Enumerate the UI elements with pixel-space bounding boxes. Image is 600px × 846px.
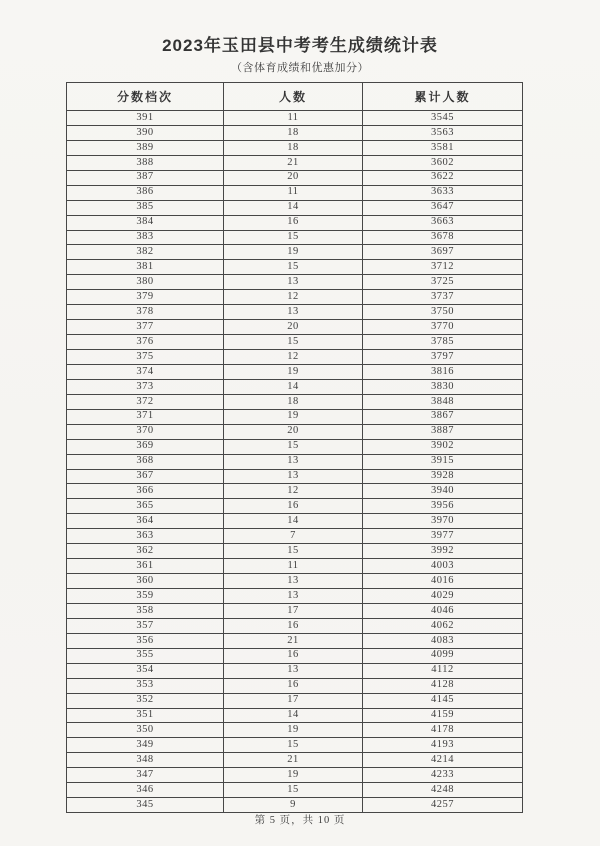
table-row bbox=[67, 753, 523, 768]
cell-count: 19 bbox=[224, 409, 363, 424]
table-row bbox=[67, 320, 523, 335]
cell-cumulative-count: 3770 bbox=[363, 320, 523, 335]
cell-count: 12 bbox=[224, 484, 363, 499]
table-row bbox=[67, 439, 523, 454]
cell-cumulative-count: 3970 bbox=[363, 514, 523, 529]
table-row bbox=[67, 499, 523, 514]
cell-score-level: 373 bbox=[67, 379, 224, 394]
table-header-row bbox=[67, 83, 523, 111]
cell-count: 21 bbox=[224, 155, 363, 170]
cell-count: 7 bbox=[224, 529, 363, 544]
table-row bbox=[67, 678, 523, 693]
cell-score-level: 345 bbox=[67, 798, 224, 813]
table-row bbox=[67, 708, 523, 723]
cell-score-level: 364 bbox=[67, 514, 224, 529]
table-row bbox=[67, 633, 523, 648]
cell-count: 13 bbox=[224, 589, 363, 604]
table-row bbox=[67, 305, 523, 320]
cell-cumulative-count: 3545 bbox=[363, 111, 523, 126]
cell-cumulative-count: 4193 bbox=[363, 738, 523, 753]
cell-count: 14 bbox=[224, 379, 363, 394]
table-row bbox=[67, 394, 523, 409]
cell-cumulative-count: 4083 bbox=[363, 633, 523, 648]
table-row bbox=[67, 111, 523, 126]
cell-cumulative-count: 3663 bbox=[363, 215, 523, 230]
cell-score-level: 362 bbox=[67, 544, 224, 559]
cell-cumulative-count: 4029 bbox=[363, 589, 523, 604]
cell-count: 19 bbox=[224, 245, 363, 260]
cell-score-level: 378 bbox=[67, 305, 224, 320]
cell-count: 20 bbox=[224, 170, 363, 185]
cell-score-level: 351 bbox=[67, 708, 224, 723]
cell-score-level: 356 bbox=[67, 633, 224, 648]
cell-cumulative-count: 4248 bbox=[363, 783, 523, 798]
cell-count: 11 bbox=[224, 559, 363, 574]
cell-score-level: 389 bbox=[67, 140, 224, 155]
cell-count: 16 bbox=[224, 618, 363, 633]
cell-cumulative-count: 4178 bbox=[363, 723, 523, 738]
cell-cumulative-count: 3867 bbox=[363, 409, 523, 424]
cell-cumulative-count: 3697 bbox=[363, 245, 523, 260]
cell-count: 13 bbox=[224, 275, 363, 290]
cell-score-level: 385 bbox=[67, 200, 224, 215]
cell-score-level: 381 bbox=[67, 260, 224, 275]
table-row bbox=[67, 798, 523, 813]
cell-cumulative-count: 3816 bbox=[363, 364, 523, 379]
table-row bbox=[67, 409, 523, 424]
cell-score-level: 350 bbox=[67, 723, 224, 738]
cell-score-level: 390 bbox=[67, 125, 224, 140]
cell-count: 21 bbox=[224, 753, 363, 768]
cell-score-level: 372 bbox=[67, 394, 224, 409]
table-row bbox=[67, 170, 523, 185]
table-body bbox=[67, 111, 523, 813]
cell-cumulative-count: 3785 bbox=[363, 335, 523, 350]
table-row bbox=[67, 200, 523, 215]
table-row bbox=[67, 230, 523, 245]
cell-cumulative-count: 3633 bbox=[363, 185, 523, 200]
cell-score-level: 357 bbox=[67, 618, 224, 633]
cell-score-level: 347 bbox=[67, 768, 224, 783]
cell-score-level: 384 bbox=[67, 215, 224, 230]
table-row bbox=[67, 484, 523, 499]
cell-count: 16 bbox=[224, 678, 363, 693]
cell-cumulative-count: 4145 bbox=[363, 693, 523, 708]
table-row bbox=[67, 215, 523, 230]
cell-score-level: 375 bbox=[67, 350, 224, 365]
cell-cumulative-count: 4046 bbox=[363, 603, 523, 618]
cell-cumulative-count: 4099 bbox=[363, 648, 523, 663]
cell-cumulative-count: 4016 bbox=[363, 574, 523, 589]
cell-count: 17 bbox=[224, 603, 363, 618]
cell-count: 16 bbox=[224, 648, 363, 663]
cell-count: 15 bbox=[224, 439, 363, 454]
cell-count: 15 bbox=[224, 335, 363, 350]
table-row bbox=[67, 723, 523, 738]
cell-cumulative-count: 3956 bbox=[363, 499, 523, 514]
cell-cumulative-count: 4257 bbox=[363, 798, 523, 813]
cell-score-level: 361 bbox=[67, 559, 224, 574]
cell-count: 13 bbox=[224, 663, 363, 678]
cell-cumulative-count: 3902 bbox=[363, 439, 523, 454]
table-row bbox=[67, 379, 523, 394]
cell-cumulative-count: 3750 bbox=[363, 305, 523, 320]
cell-count: 17 bbox=[224, 693, 363, 708]
column-header-score-level: 分数档次 bbox=[67, 83, 224, 111]
cell-cumulative-count: 3928 bbox=[363, 469, 523, 484]
table-row bbox=[67, 140, 523, 155]
cell-cumulative-count: 3602 bbox=[363, 155, 523, 170]
table-row bbox=[67, 125, 523, 140]
cell-count: 16 bbox=[224, 215, 363, 230]
cell-count: 18 bbox=[224, 140, 363, 155]
cell-cumulative-count: 3678 bbox=[363, 230, 523, 245]
table-row bbox=[67, 693, 523, 708]
page-title: 2023年玉田县中考考生成绩统计表 bbox=[162, 36, 438, 55]
cell-count: 19 bbox=[224, 364, 363, 379]
table-row bbox=[67, 364, 523, 379]
table-row bbox=[67, 663, 523, 678]
cell-count: 9 bbox=[224, 798, 363, 813]
table-row bbox=[67, 514, 523, 529]
page-number-footer: 第 5 页，共 10 页 bbox=[254, 815, 346, 826]
cell-count: 12 bbox=[224, 290, 363, 305]
cell-cumulative-count: 3725 bbox=[363, 275, 523, 290]
cell-score-level: 360 bbox=[67, 574, 224, 589]
table-row bbox=[67, 738, 523, 753]
table-row bbox=[67, 559, 523, 574]
cell-cumulative-count: 4112 bbox=[363, 663, 523, 678]
table-row bbox=[67, 290, 523, 305]
table-row bbox=[67, 529, 523, 544]
cell-score-level: 354 bbox=[67, 663, 224, 678]
cell-cumulative-count: 3647 bbox=[363, 200, 523, 215]
cell-count: 15 bbox=[224, 783, 363, 798]
table-row bbox=[67, 350, 523, 365]
cell-score-level: 366 bbox=[67, 484, 224, 499]
cell-count: 15 bbox=[224, 260, 363, 275]
table-row bbox=[67, 783, 523, 798]
table-row bbox=[67, 260, 523, 275]
cell-cumulative-count: 3797 bbox=[363, 350, 523, 365]
cell-score-level: 371 bbox=[67, 409, 224, 424]
cell-count: 19 bbox=[224, 723, 363, 738]
cell-count: 15 bbox=[224, 544, 363, 559]
cell-cumulative-count: 3977 bbox=[363, 529, 523, 544]
cell-count: 15 bbox=[224, 738, 363, 753]
cell-score-level: 365 bbox=[67, 499, 224, 514]
cell-count: 13 bbox=[224, 469, 363, 484]
cell-cumulative-count: 3830 bbox=[363, 379, 523, 394]
cell-score-level: 359 bbox=[67, 589, 224, 604]
cell-score-level: 391 bbox=[67, 111, 224, 126]
table-row bbox=[67, 454, 523, 469]
cell-score-level: 363 bbox=[67, 529, 224, 544]
cell-count: 16 bbox=[224, 499, 363, 514]
cell-count: 15 bbox=[224, 230, 363, 245]
cell-count: 11 bbox=[224, 185, 363, 200]
cell-cumulative-count: 3940 bbox=[363, 484, 523, 499]
cell-count: 20 bbox=[224, 424, 363, 439]
column-header-cumulative-count: 累计人数 bbox=[363, 83, 523, 111]
cell-cumulative-count: 4062 bbox=[363, 618, 523, 633]
cell-score-level: 369 bbox=[67, 439, 224, 454]
table-row bbox=[67, 469, 523, 484]
cell-count: 19 bbox=[224, 768, 363, 783]
cell-score-level: 387 bbox=[67, 170, 224, 185]
cell-score-level: 348 bbox=[67, 753, 224, 768]
table-row bbox=[67, 574, 523, 589]
cell-cumulative-count: 4128 bbox=[363, 678, 523, 693]
cell-score-level: 377 bbox=[67, 320, 224, 335]
cell-cumulative-count: 4233 bbox=[363, 768, 523, 783]
cell-cumulative-count: 3563 bbox=[363, 125, 523, 140]
cell-cumulative-count: 3992 bbox=[363, 544, 523, 559]
cell-cumulative-count: 3737 bbox=[363, 290, 523, 305]
cell-score-level: 388 bbox=[67, 155, 224, 170]
cell-count: 18 bbox=[224, 125, 363, 140]
table-row bbox=[67, 155, 523, 170]
table-row bbox=[67, 544, 523, 559]
cell-cumulative-count: 3712 bbox=[363, 260, 523, 275]
cell-score-level: 352 bbox=[67, 693, 224, 708]
table-row bbox=[67, 424, 523, 439]
cell-score-level: 367 bbox=[67, 469, 224, 484]
cell-cumulative-count: 3887 bbox=[363, 424, 523, 439]
cell-count: 14 bbox=[224, 708, 363, 723]
cell-score-level: 386 bbox=[67, 185, 224, 200]
cell-score-level: 379 bbox=[67, 290, 224, 305]
cell-score-level: 380 bbox=[67, 275, 224, 290]
score-statistics-table bbox=[66, 82, 523, 813]
cell-cumulative-count: 3622 bbox=[363, 170, 523, 185]
cell-score-level: 368 bbox=[67, 454, 224, 469]
cell-count: 14 bbox=[224, 514, 363, 529]
cell-cumulative-count: 3581 bbox=[363, 140, 523, 155]
page-subtitle: （含体育成绩和优惠加分） bbox=[231, 62, 369, 74]
column-header-count: 人数 bbox=[224, 83, 363, 111]
cell-score-level: 355 bbox=[67, 648, 224, 663]
cell-cumulative-count: 3915 bbox=[363, 454, 523, 469]
cell-score-level: 349 bbox=[67, 738, 224, 753]
cell-count: 13 bbox=[224, 305, 363, 320]
cell-count: 13 bbox=[224, 574, 363, 589]
cell-count: 12 bbox=[224, 350, 363, 365]
table-row bbox=[67, 245, 523, 260]
cell-cumulative-count: 4214 bbox=[363, 753, 523, 768]
cell-count: 14 bbox=[224, 200, 363, 215]
cell-score-level: 370 bbox=[67, 424, 224, 439]
cell-score-level: 374 bbox=[67, 364, 224, 379]
cell-count: 13 bbox=[224, 454, 363, 469]
cell-count: 20 bbox=[224, 320, 363, 335]
cell-score-level: 376 bbox=[67, 335, 224, 350]
cell-cumulative-count: 4003 bbox=[363, 559, 523, 574]
cell-cumulative-count: 4159 bbox=[363, 708, 523, 723]
table-row bbox=[67, 335, 523, 350]
cell-score-level: 358 bbox=[67, 603, 224, 618]
table-row bbox=[67, 618, 523, 633]
cell-cumulative-count: 3848 bbox=[363, 394, 523, 409]
table-row bbox=[67, 768, 523, 783]
cell-score-level: 382 bbox=[67, 245, 224, 260]
table-row bbox=[67, 648, 523, 663]
table-row bbox=[67, 603, 523, 618]
cell-count: 21 bbox=[224, 633, 363, 648]
cell-score-level: 346 bbox=[67, 783, 224, 798]
table-row bbox=[67, 185, 523, 200]
cell-count: 18 bbox=[224, 394, 363, 409]
cell-score-level: 383 bbox=[67, 230, 224, 245]
cell-count: 11 bbox=[224, 111, 363, 126]
table-row bbox=[67, 275, 523, 290]
cell-score-level: 353 bbox=[67, 678, 224, 693]
table-row bbox=[67, 589, 523, 604]
